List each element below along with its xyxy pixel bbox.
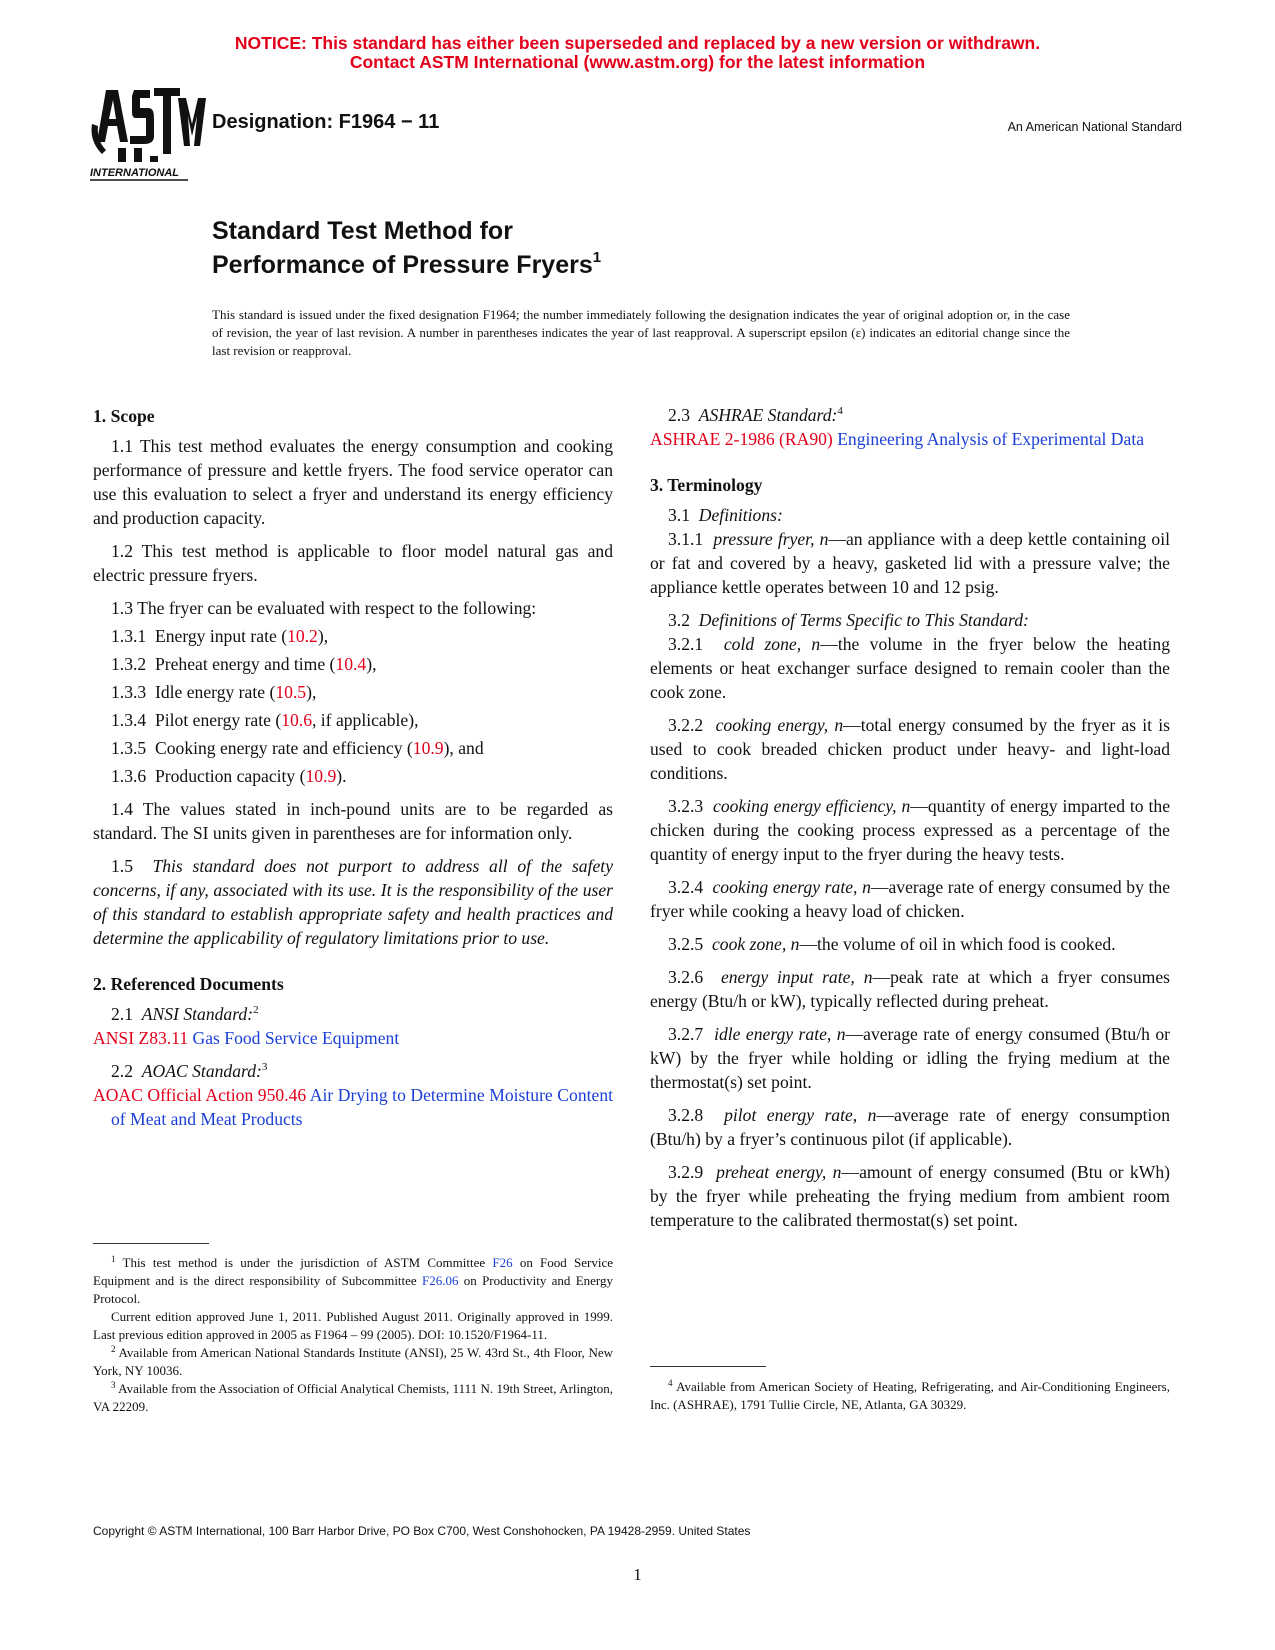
section-link[interactable]: 10.9 (412, 738, 444, 758)
left-column (93, 404, 613, 1131)
reference-title-link[interactable]: Gas Food Service Equipment (192, 1028, 400, 1048)
footnotes-right (650, 1378, 1170, 1414)
definition: 3.2.1 cold zone, n—the volume in the fryer below the heating elements or heat exchanger surface designed to remain cooler than the cook zone. (650, 634, 1170, 702)
title-line-2: Performance of Pressure Fryers (212, 251, 593, 279)
paragraph-1-2: 1.2 This test method is applicable to floor model natural gas and electric pressure fryers. (93, 541, 613, 585)
footnote-1-edition: Current edition approved June 1, 2011. Published August 2011. Originally approved in 1999. Last previous edition approved in 2005 as F1964 – 99 (2005). DOI: 10.1520/F1964-11. (93, 1309, 613, 1342)
footnotes-left (93, 1254, 613, 1416)
list-item: 1.3.3 Idle energy rate (10.5), (111, 682, 317, 702)
definition: 3.2.3 cooking energy efficiency, n—quantity of energy imparted to the chicken during the cooking process expressed as a percentage of the quantity of energy input to the fryer during the heavy tests. (650, 796, 1170, 864)
definition: 3.2.8 pilot energy rate, n—average rate of energy consumption (Btu/h) by a fryer’s continuous pilot (if applicable). (650, 1105, 1170, 1149)
footnote-divider (650, 1366, 766, 1367)
definition: 3.2.5 cook zone, n—the volume of oil in which food is cooked. (668, 934, 1116, 954)
issue-statement: This standard is issued under the fixed designation F1964; the number immediately following the designation indicates the year of original adoption or, in the case of revision, the year of last revision. A number in parentheses indicates the year of last reapproval. A superscript epsilon (ε) indicates an editorial change since the last revision or reapproval. (212, 307, 1070, 358)
reference-code-link[interactable]: ASHRAE 2-1986 (RA90) (650, 429, 833, 449)
reference-aoac (93, 1083, 613, 1131)
reference-ansi (93, 1026, 613, 1050)
list-item: 1.3.6 Production capacity (10.9). (111, 766, 347, 786)
national-standard-label: An American National Standard (1007, 120, 1182, 134)
subsection-3-2: 3.2 Definitions of Terms Specific to This Standard: (668, 610, 1029, 630)
reference-code-link[interactable]: ANSI Z83.11 (93, 1028, 189, 1048)
notice-line-2: Contact ASTM International (www.astm.org) for the latest information (349, 52, 926, 72)
paragraph-1-5: 1.5 This standard does not purport to address all of the safety concerns, if any, associated with its use. It is the responsibility of the user of this standard to establish appropriate safety and health practices and determine the applicability of regulatory limitations prior to use. (93, 856, 613, 948)
section-heading-referenced: 2. Referenced Documents (93, 974, 284, 994)
definition: 3.2.7 idle energy rate, n—average rate of energy consumed (Btu/h or kW) by the fryer while holding or idling the frying medium at the thermostat(s) set point. (650, 1024, 1171, 1092)
committee-link[interactable]: F26 (492, 1255, 513, 1270)
footnote-3: $^3$ Available from the Association of Official Analytical Chemists, 1111 N. 19th Street, Arlington, VA 22209. (93, 1380, 613, 1414)
definition: 3.2.2 cooking energy, n—total energy consumed by the fryer as it is used to cook breaded chicken product under heavy- and light-load conditions. (650, 715, 1170, 783)
subsection-3-1: 3.1 Definitions: (668, 505, 783, 525)
definition: 3.2.6 energy input rate, n—peak rate at which a fryer consumes energy (Btu/h or kW), typically reflected during preheat. (650, 967, 1170, 1011)
footnote-1: $^1$ This test method is under the jurisdiction of ASTM Committee F26 on Food Service Equipment and is the direct responsibility of Subcommittee F26.06 on Productivity and Energy Protocol. (93, 1254, 614, 1306)
section-link[interactable]: 10.4 (335, 654, 367, 674)
subcommittee-link[interactable]: F26.06 (422, 1273, 459, 1288)
notice-line-1: NOTICE: This standard has either been superseded and replaced by a new version or withdrawn. (234, 33, 1041, 53)
definition: 3.2.4 cooking energy rate, n—average rate of energy consumed by the fryer while cooking a heavy load of chicken. (650, 877, 1171, 921)
footnote-4: $^4$ Available from American Society of Heating, Refrigerating, and Air-Conditioning Engineers, Inc. (ASHRAE), 1791 Tullie Circle, NE, Atlanta, GA 30329. (650, 1378, 1170, 1412)
list-item: 1.3.5 Cooking energy rate and efficiency (10.9), and (111, 738, 484, 758)
right-column (650, 403, 1170, 1232)
astm-logo-icon (88, 84, 206, 184)
footnote-divider (93, 1243, 209, 1244)
subsection-2-2: 2.2 AOAC Standard:$^3$ (111, 1061, 268, 1081)
section-heading-terminology: 3. Terminology (650, 475, 763, 495)
section-link[interactable]: 10.9 (305, 766, 337, 786)
paragraph-1-1: 1.1 This test method evaluates the energy consumption and cooking performance of pressure and kettle fryers. The food service operator can use this evaluation to select a fryer and understand its energy efficiency and production capacity. (93, 436, 613, 528)
reference-title-link[interactable]: Air Drying to Determine Moisture Content of Meat and Meat Products (111, 1085, 613, 1129)
section-link[interactable]: 10.5 (275, 682, 307, 702)
document-title (212, 214, 601, 282)
title-line-1: Standard Test Method for (212, 217, 513, 245)
reference-title-link[interactable]: Engineering Analysis of Experimental Data (837, 429, 1145, 449)
logo-text: INTERNATIONAL (90, 167, 180, 179)
copyright-notice: Copyright © ASTM International, 100 Barr Harbor Drive, PO Box C700, West Conshohocken, PA 19428-2959. United States (93, 1524, 751, 1538)
paragraph-1-4: 1.4 The values stated in inch-pound units are to be regarded as standard. The SI units given in parentheses are for information only. (93, 799, 613, 843)
subsection-2-1: 2.1 ANSI Standard:$^2$ (111, 1004, 259, 1024)
section-link[interactable]: 10.6 (281, 710, 312, 730)
title-footnote-mark: 1 (592, 249, 602, 266)
definition-3-1-1: 3.1.1 pressure fryer, n—an appliance with a deep kettle containing oil or fat and covered by a heavy, gasketed lid with a pressure valve; the appliance kettle operates between 10 and 12 psig. (650, 529, 1171, 597)
subsection-2-3: 2.3 ASHRAE Standard:$^4$ (668, 405, 843, 425)
paragraph-1-3: 1.3 The fryer can be evaluated with respect to the following: (111, 598, 537, 618)
reference-code-link[interactable]: AOAC Official Action 950.46 (93, 1085, 307, 1105)
designation: Designation: F1964 − 11 (212, 111, 440, 133)
page-number: 1 (633, 1565, 642, 1584)
definition: 3.2.9 preheat energy, n—amount of energy consumed (Btu or kWh) by the fryer while preheating the frying medium from ambient room temperature to the calibrated thermostat(s) set point. (650, 1162, 1170, 1230)
section-link[interactable]: 10.2 (287, 626, 318, 646)
list-item: 1.3.4 Pilot energy rate (10.6, if applicable), (111, 710, 419, 730)
list-item: 1.3.1 Energy input rate (10.2), (111, 626, 329, 646)
footnote-2: $^2$ Available from American National Standards Institute (ANSI), 25 W. 43rd St., 4th Floor, New York, NY 10036. (93, 1344, 613, 1378)
section-heading-scope: 1. Scope (93, 406, 155, 426)
reference-ashrae (650, 427, 1170, 451)
list-item: 1.3.2 Preheat energy and time (10.4), (111, 654, 377, 674)
